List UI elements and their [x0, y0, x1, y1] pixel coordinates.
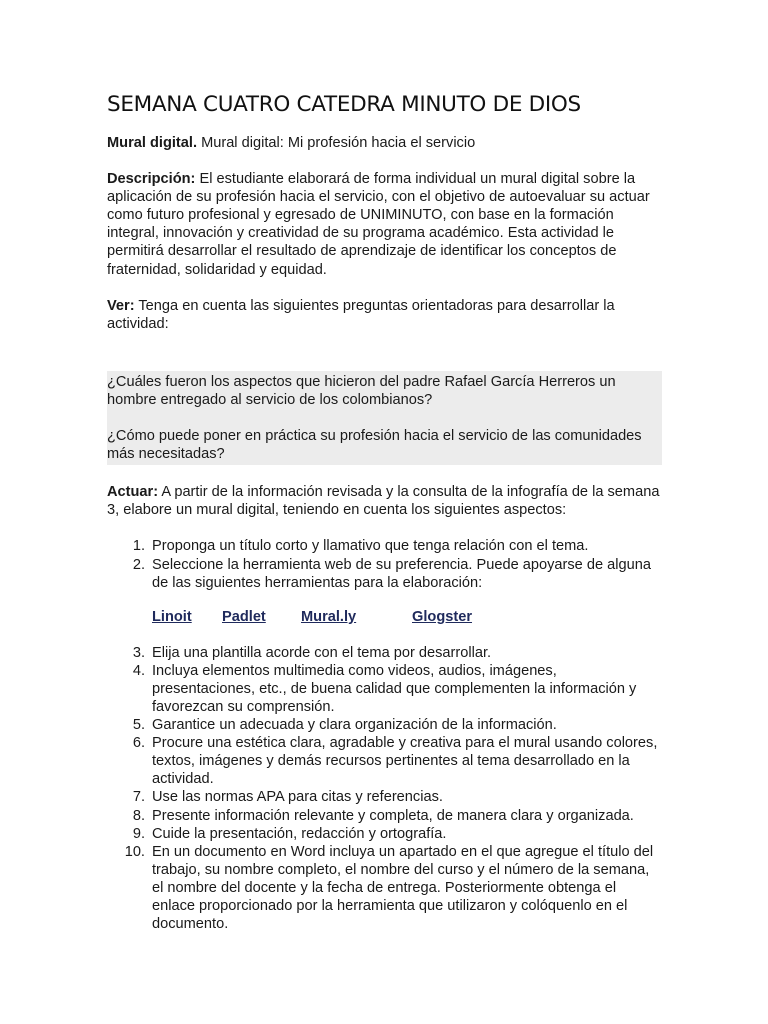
ver-text: Tenga en cuenta las siguientes preguntas orientadoras para desarrollar la actividad: [107, 297, 615, 332]
steps-list-b [107, 644, 662, 934]
question-2: ¿Cómo puede poner en práctica su profesión hacia el servicio de las comunidades más necesitadas? [107, 428, 642, 463]
list-item: 3. Elija una plantilla acorde con el tema por desarrollar. [132, 644, 492, 661]
steps-list-a [107, 537, 662, 591]
link-glogster[interactable]: Glogster [412, 608, 473, 625]
mural-paragraph [107, 134, 662, 152]
list-item: 2. Seleccione la herramienta web de su preferencia. Puede apoyarse de alguna de las siguientes herramientas para la elaboración: [132, 556, 651, 591]
list-item: 7. Use las normas APA para citas y referencias. [132, 789, 443, 806]
list-item: 6. Procure una estética clara, agradable y creativa para el mural usando colores, textos, imágenes y demás recursos pertinentes al tema desarrollado en la actividad. [132, 735, 658, 788]
list-item: 9. Cuide la presentación, redacción y ortografía. [132, 825, 447, 842]
mural-text: Mural digital: Mi profesión hacia el servicio [201, 135, 476, 151]
ver-label: Ver: [107, 297, 135, 314]
list-item: 10. En un documento en Word incluya un apartado en el que agregue el título del trabajo, su nombre completo, el nombre del curso y el número de la semana, el nombre del docente y la fecha de entrega. Posteriormente obtenga el enlace proporcionado por la herramienta que utilizaron y colóquenlo en el documento. [124, 843, 654, 933]
list-item: 5. Garantice un adecuada y clara organización de la información. [132, 717, 557, 734]
tools-links [107, 608, 662, 626]
link-padlet[interactable]: Padlet [222, 608, 266, 625]
document-page [107, 92, 662, 933]
link-mural-ly[interactable]: Mural.ly [301, 608, 357, 625]
ver-paragraph [107, 297, 662, 333]
document-title: SEMANA CUATRO CATEDRA MINUTO DE DIOS [107, 92, 581, 117]
descripcion-paragraph [107, 170, 662, 279]
descripcion-text: El estudiante elaborará de forma individual un mural digital sobre la aplicación de su profesión hacia el servicio, con el objetivo de autoevaluar su actuar como futuro profesional y egresado de UNIMINUTO, con base en la formación integral, innovación y creatividad de su programa académico. Esta actividad le permitirá desarrollar el resultado de aprendizaje de identificar los conceptos de fraternidad, solidaridad y equidad. [107, 171, 650, 278]
list-item: 1. Proponga un título corto y llamativo que tenga relación con el tema. [132, 538, 589, 555]
actuar-text: A partir de la información revisada y la consulta de la infografía de la semana 3, elabore un mural digital, teniendo en cuenta los siguientes aspectos: [107, 484, 660, 519]
actuar-label: Actuar: [107, 484, 159, 501]
actuar-paragraph [107, 483, 662, 519]
mural-label: Mural digital. [107, 135, 197, 151]
descripcion-label: Descripción: [107, 171, 196, 188]
list-item: 8. Presente información relevante y completa, de manera clara y organizada. [132, 807, 634, 824]
questions-box [107, 371, 662, 465]
link-linoit[interactable]: Linoit [152, 608, 192, 625]
question-1: ¿Cuáles fueron los aspectos que hicieron del padre Rafael García Herreros un hombre entregado al servicio de los colombianos? [107, 373, 616, 408]
list-item: 4. Incluya elementos multimedia como videos, audios, imágenes, presentaciones, etc., de buena calidad que complementen la información y favorezcan su comprensión. [132, 662, 637, 715]
